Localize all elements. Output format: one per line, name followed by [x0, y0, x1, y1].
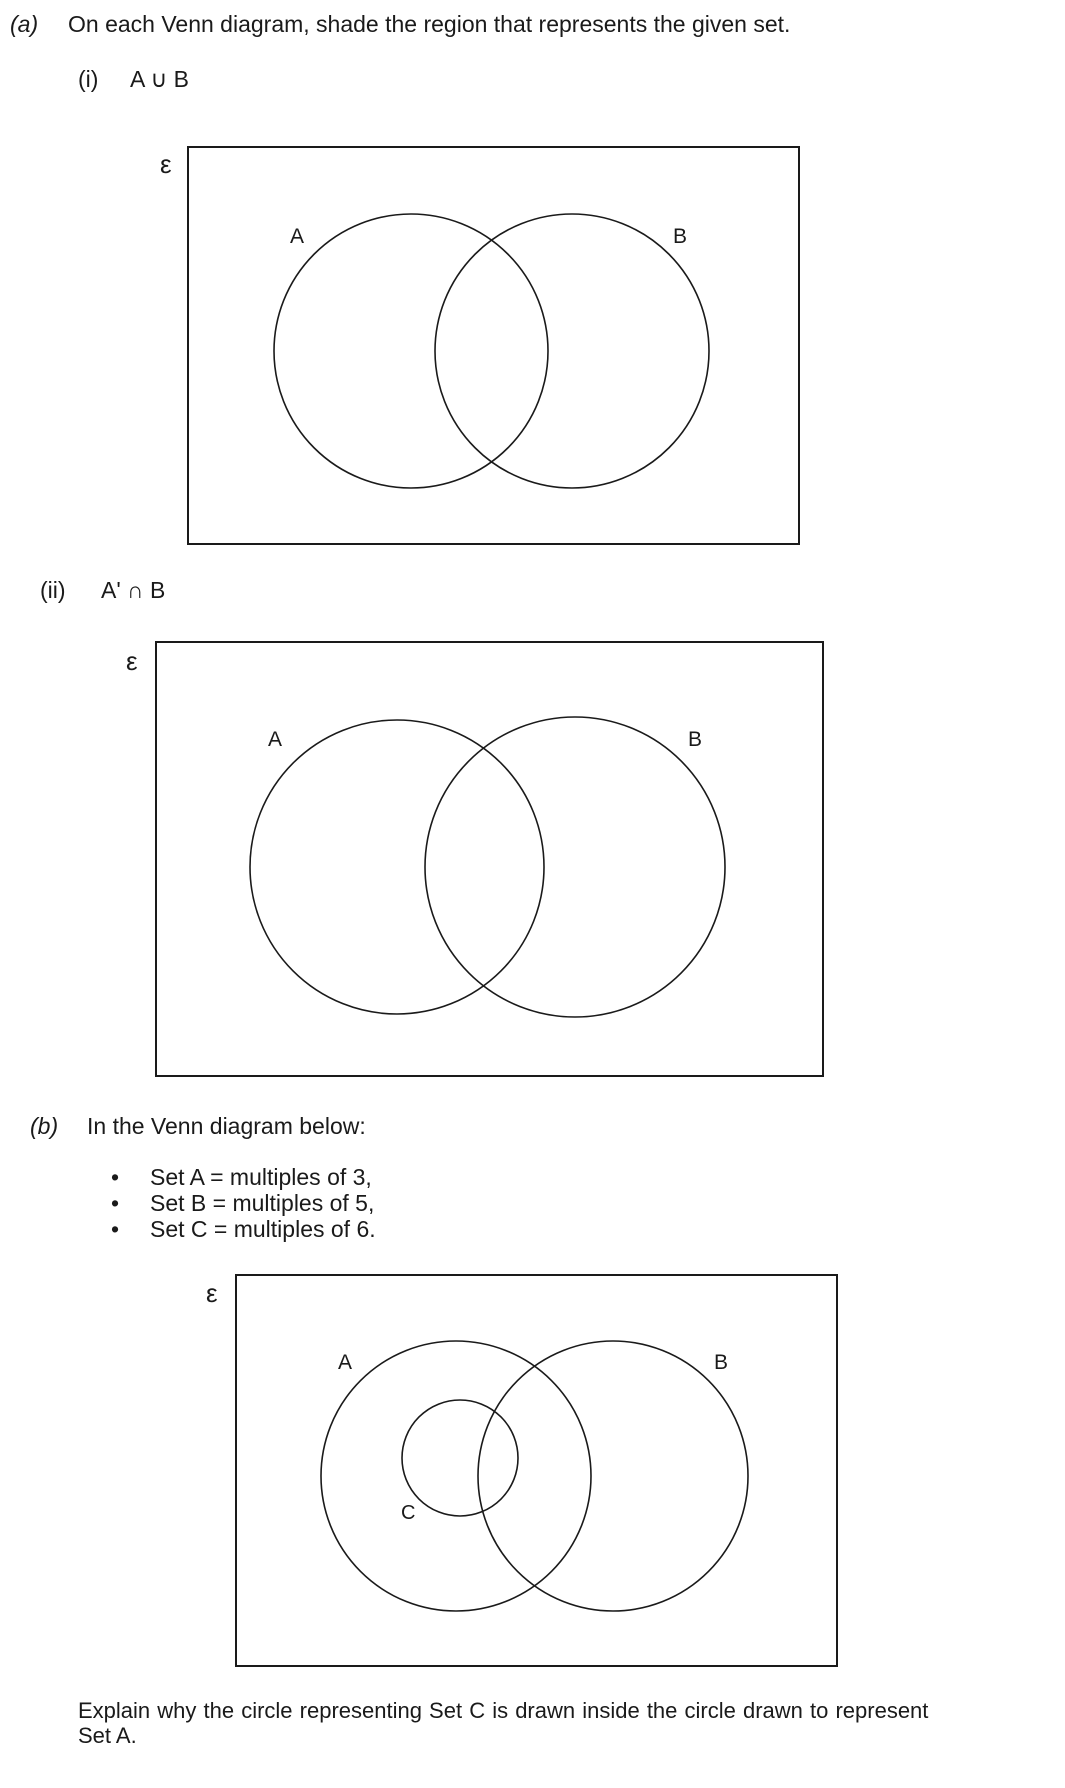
part-b-intro: In the Venn diagram below:: [87, 1113, 366, 1139]
universal-set-rectangle: [156, 642, 823, 1076]
part-a-instruction: On each Venn diagram, shade the region that represents the given set.: [68, 11, 791, 37]
set-b-circle: [435, 214, 709, 488]
set-b-definition: Set B = multiples of 5,: [150, 1190, 375, 1216]
set-a-circle: [321, 1341, 591, 1611]
set-c-circle: [402, 1400, 518, 1516]
question-text-line-2: Set A.: [78, 1723, 137, 1748]
set-b-circle: [425, 717, 725, 1017]
set-c-label: C: [401, 1502, 416, 1524]
set-b-label: B: [688, 728, 703, 751]
set-a-label: A: [290, 225, 305, 248]
part-b-label: (b): [30, 1113, 59, 1139]
set-a-label: A: [268, 728, 283, 751]
part-a-label: (a): [10, 11, 39, 37]
set-a-circle: [274, 214, 548, 488]
set-a-definition: Set A = multiples of 3,: [150, 1164, 372, 1190]
sub-i-label: (i): [78, 66, 99, 92]
universal-symbol: ε: [160, 149, 172, 179]
sub-ii-expression: A' ∩ B: [101, 577, 166, 603]
universal-symbol: ε: [206, 1278, 218, 1308]
universal-set-rectangle: [236, 1275, 837, 1666]
sub-ii-label: (ii): [40, 577, 66, 603]
universal-symbol: ε: [126, 646, 138, 676]
set-a-label: A: [338, 1351, 353, 1374]
set-c-definition: Set C = multiples of 6.: [150, 1216, 376, 1242]
set-b-circle: [478, 1341, 748, 1611]
set-b-label: B: [673, 225, 688, 248]
set-a-circle: [250, 720, 544, 1014]
universal-set-rectangle: [188, 147, 799, 544]
bullet-marker: •: [111, 1190, 120, 1216]
bullet-marker: •: [111, 1164, 120, 1190]
bullet-marker: •: [111, 1216, 120, 1242]
sub-i-expression: A ∪ B: [130, 66, 190, 92]
question-text-line-1: Explain why the circle representing Set C is drawn inside the circle drawn to represent: [78, 1698, 929, 1723]
set-b-label: B: [714, 1351, 729, 1374]
